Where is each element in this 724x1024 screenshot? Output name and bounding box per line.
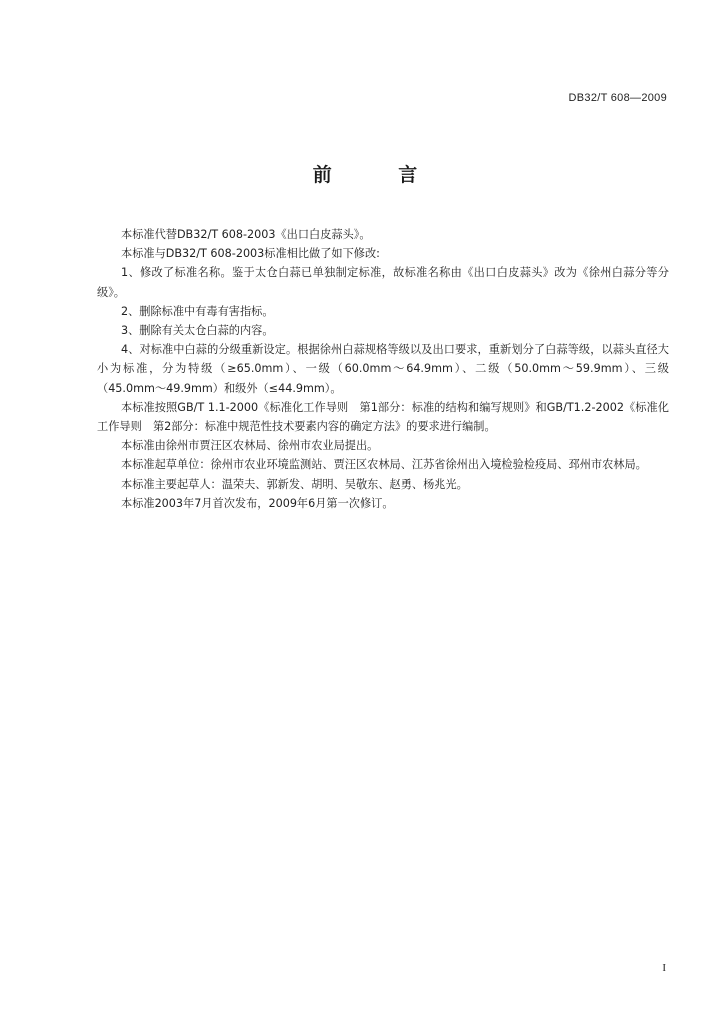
paragraph-drafters: 本标准主要起草人：温荣夫、郭新发、胡明、吴敬东、赵勇、杨兆光。 — [121, 477, 468, 491]
paragraph-changes-intro: 本标准与DB32/T 608-2003标准相比做了如下修改: — [121, 247, 380, 261]
header-divider — [96, 110, 667, 111]
foreword-body — [97, 225, 669, 513]
paragraph-change-4: 4、对标准中白蒜的分级重新设定。根据徐州白蒜规格等级以及出口要求，重新划分了白蒜等级，以蒜头直径大小为标准，分为特级（≥65.0mm）、一级（60.0mm～64.9mm）、二级（50.0mm～59.9mm）、三级（45.0mm～49.9mm）和级外（≤44.9mm）。 — [97, 343, 669, 395]
paragraph-proposer: 本标准由徐州市贾汪区农林局、徐州市农业局提出。 — [121, 439, 379, 453]
paragraph-replacement: 本标准代替DB32/T 608-2003《出口白皮蒜头》。 — [121, 228, 371, 241]
paragraph-history: 本标准2003年7月首次发布，2009年6月第一次修订。 — [121, 496, 394, 510]
paragraph-change-1: 1、修改了标准名称。鉴于太仓白蒜已单独制定标准，故标准名称由《出口白皮蒜头》改为《徐州白蒜分等分级》。 — [97, 266, 669, 299]
paragraph-drafting-units: 本标准起草单位：徐州市农业环境监测站、贾汪区农林局、江苏省徐州出入境检验检疫局、邳州市农林局。 — [121, 458, 647, 472]
page-number: I — [662, 962, 666, 974]
page-title: 前 言 — [312, 164, 448, 186]
document-code: DB32/T 608—2009 — [568, 92, 667, 104]
paragraph-drafting-rules: 本标准按照GB/T 1.1-2000《标准化工作导则 第1部分：标准的结构和编写规则》和GB/T1.2-2002《标准化工作导则 第2部分：标准中规范性技术要素内容的确定方法》的要求进行编制。 — [97, 400, 669, 434]
paragraph-change-3: 3、删除有关太仓白蒜的内容。 — [121, 324, 274, 338]
paragraph-change-2: 2、删除标准中有毒有害指标。 — [121, 304, 274, 318]
